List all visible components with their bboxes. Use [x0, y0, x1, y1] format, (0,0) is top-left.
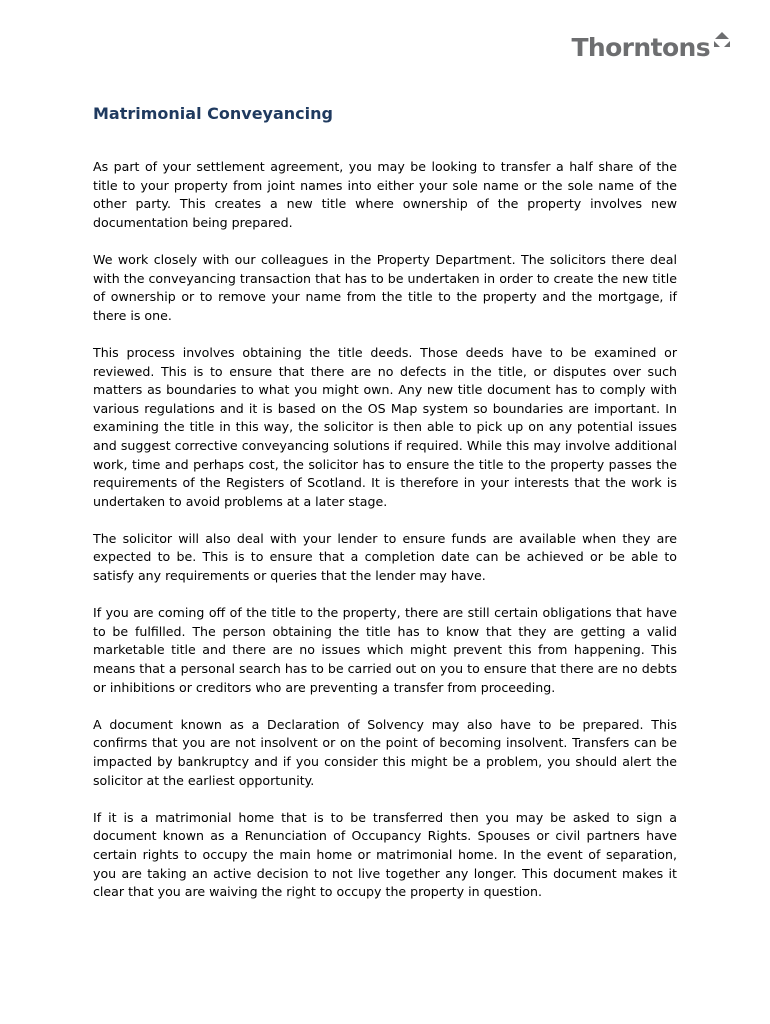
- paragraph-5: If you are coming off of the title to the property, there are still certain obligations that have to be fulfilled. The person obtaining the title has to know that they are getting a valid marketable title and there are no issues which might prevent this from happening. This means that a personal search has to be carried out on you to ensure that there are no debts or inhibitions or creditors who are preventing a transfer from proceeding.: [93, 605, 677, 695]
- page-title: Matrimonial Conveyancing: [93, 104, 333, 123]
- paragraph-2: We work closely with our colleagues in the Property Department. The solicitors there deal with the conveyancing transaction that has to be undertaken in order to create the new title of ownership or to remove your name from the title to the property and the mortgage, if there is one.: [93, 251, 677, 323]
- logo-text: Thorntons: [571, 33, 710, 62]
- thorntons-logo: [571, 30, 732, 66]
- paragraph-3: This process involves obtaining the title deeds. Those deeds have to be examined or reviewed. This is to ensure that there are no defects in the title, or disputes over such matters as boundaries to what you might own. Any new title document has to comply with various regulations and it is based on the OS Map system so boundaries are important. In examining the title in this way, the solicitor is then able to pick up on any potential issues and suggest corrective conveyancing solutions if required. While this may involve additional work, time and perhaps cost, the solicitor has to ensure the title to the property passes the requirements of the Registers of Scotland. It is therefore in your interests that the work is undertaken to avoid problems at a later stage.: [93, 344, 677, 509]
- logo-arrows-icon: [712, 32, 732, 52]
- paragraph-6: A document known as a Declaration of Solvency may also have to be prepared. This confirms that you are not insolvent or on the point of becoming insolvent. Transfers can be impacted by bankruptcy and if you consider this might be a problem, you should alert the solicitor at the earliest opportunity.: [93, 716, 677, 788]
- paragraph-1: As part of your settlement agreement, you may be looking to transfer a half share of the title to your property from joint names into either your sole name or the sole name of the other party. This creates a new title where ownership of the property involves new documentation being prepared.: [93, 159, 677, 230]
- document-body: [93, 158, 677, 920]
- paragraph-4: The solicitor will also deal with your lender to ensure funds are available when they are expected to be. This is to ensure that a completion date can be achieved or be able to satisfy any requirements or queries that the lender may have.: [93, 530, 677, 584]
- paragraph-7: If it is a matrimonial home that is to be transferred then you may be asked to sign a document known as a Renunciation of Occupancy Rights. Spouses or civil partners have certain rights to occupy the main home or matrimonial home. In the event of separation, you are taking an active decision to not live together any longer. This document makes it clear that you are waiving the right to occupy the property in question.: [93, 809, 677, 900]
